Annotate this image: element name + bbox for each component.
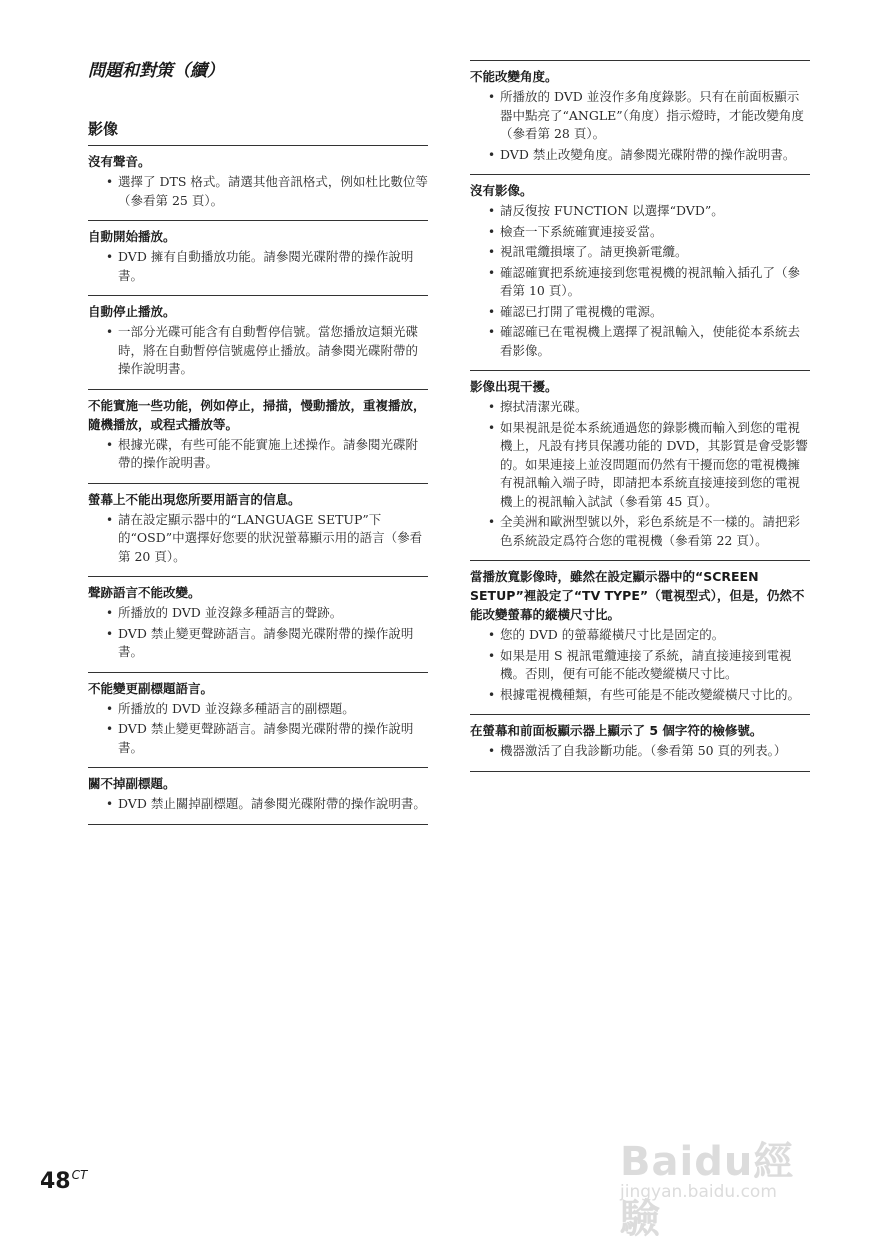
- trouble-entry: [470, 370, 810, 560]
- trouble-entry: [470, 714, 810, 772]
- remedy-list: [470, 88, 810, 164]
- remedy-list: [88, 436, 428, 473]
- remedy-item: • 根據光碟，有些可能不能實施上述操作。請參閱光碟附帶的操作說明書。: [106, 436, 428, 473]
- remedy-item: • DVD 擁有自動播放功能。請參閱光碟附帶的操作說明書。: [106, 248, 428, 285]
- symptom-heading: 不能實施一些功能，例如停止，掃描，慢動播放，重複播放，隨機播放，或程式播放等。: [88, 397, 426, 432]
- right-column: [470, 60, 810, 772]
- trouble-entry: [88, 767, 428, 825]
- symptom-heading: 螢幕上不能出現您所要用語言的信息。: [88, 491, 301, 507]
- symptom-heading: 不能改變角度。: [470, 69, 558, 84]
- remedy-item: • 如果視訊是從本系統通過您的錄影機而輸入到您的電視機上，凡設有拷貝保護功能的 DVD，其影質是會受影響的。如果連接上並沒問題而仍然有干擾而您的電視機擁有視訊輸入端子時，即請把本系統直接連接到您的電視機上的視訊輸入試試（參看第 45 頁）。: [488, 419, 810, 512]
- remedy-list: [88, 323, 428, 379]
- trouble-entry: [88, 576, 428, 672]
- trouble-entry: [470, 60, 810, 174]
- remedy-item: • 確認已打開了電視機的電源。: [488, 303, 810, 322]
- remedy-item: • 視訊電纜損壞了。請更換新電纜。: [488, 243, 810, 262]
- remedy-item: • 請反復按 FUNCTION 以選擇“DVD”。: [488, 202, 810, 221]
- symptom-heading: 自動開始播放。: [88, 229, 176, 244]
- watermark-logo: Baidu經驗: [620, 1139, 795, 1242]
- remedy-item: • 如果是用 S 視訊電纜連接了系統，請直接連接到電視機。否則，便有可能不能改變縱橫尺寸比。: [488, 647, 810, 684]
- trouble-entry: [88, 220, 428, 295]
- left-column: [88, 145, 428, 825]
- remedy-item: • 根據電視機種類，有些可能是不能改變縱橫尺寸比的。: [488, 686, 810, 705]
- watermark: [620, 1110, 820, 1242]
- remedy-list: [88, 511, 428, 567]
- remedy-item: • 確認確實把系統連接到您電視機的視訊輸入插孔了（參看第 10 頁）。: [488, 264, 810, 301]
- symptom-heading: 聲跡語言不能改變。: [88, 585, 201, 600]
- remedy-item: • 您的 DVD 的螢幕縱橫尺寸比是固定的。: [488, 626, 810, 645]
- remedy-list: [470, 202, 810, 360]
- remedy-item: • 選擇了 DTS 格式。請選其他音訊格式，例如杜比數位等（參看第 25 頁）。: [106, 173, 428, 210]
- remedy-item: • DVD 禁止改變角度。請參閱光碟附帶的操作說明書。: [488, 146, 810, 165]
- remedy-list: [88, 173, 428, 210]
- symptom-heading: 當播放寬影像時，雖然在設定顯示器中的“SCREEN SETUP”裡設定了“TV TYPE”（電視型式），但是，仍然不能改變螢幕的縱橫尺寸比。: [470, 569, 805, 622]
- remedy-list: [470, 742, 810, 761]
- page-suffix: CT: [71, 1168, 88, 1182]
- section-heading: 影像: [88, 120, 119, 138]
- trouble-entry: [88, 145, 428, 220]
- remedy-list: [88, 248, 428, 285]
- remedy-item: • 所播放的 DVD 並沒作多角度錄影。只有在前面板顯示器中點亮了“ANGLE”（角度）指示燈時，才能改變角度（參看第 28 頁）。: [488, 88, 810, 144]
- page-number: $48^{CT}$: [40, 1168, 88, 1194]
- remedy-item: • 機器激活了自我診斷功能。（參看第 50 頁的列表。）: [488, 742, 810, 761]
- symptom-heading: 關不掉副標題。: [88, 776, 176, 791]
- remedy-list: [88, 795, 428, 814]
- trouble-entry: [470, 560, 810, 714]
- remedy-item: • 全美洲和歐洲型號以外，彩色系統是不一樣的。請把彩色系統設定爲符合您的電視機（參看第 22 頁）。: [488, 513, 810, 550]
- symptom-heading: 沒有聲音。: [88, 154, 151, 169]
- remedy-list: [470, 398, 810, 550]
- remedy-item: • 所播放的 DVD 並沒錄多種語言的副標題。: [106, 700, 428, 719]
- symptom-heading: 在螢幕和前面板顯示器上顯示了 5 個字符的檢修號。: [470, 723, 763, 738]
- remedy-item: • 檢查一下系統確實連接妥當。: [488, 223, 810, 242]
- remedy-list: [470, 626, 810, 704]
- remedy-list: [88, 604, 428, 662]
- page-title: 問題和對策（續）: [88, 61, 224, 81]
- remedy-list: [88, 700, 428, 758]
- remedy-item: • 請在設定顯示器中的“LANGUAGE SETUP”下的“OSD”中選擇好您要的狀況螢幕顯示用的語言（參看第 20 頁）。: [106, 511, 428, 567]
- trouble-entry: [88, 483, 428, 577]
- watermark-url: jingyan.baidu.com: [620, 1182, 777, 1202]
- remedy-item: • 一部分光碟可能含有自動暫停信號。當您播放這類光碟時，將在自動暫停信號處停止播放。請參閱光碟附帶的操作說明書。: [106, 323, 428, 379]
- remedy-item: • DVD 禁止變更聲跡語言。請參閱光碟附帶的操作說明書。: [106, 720, 428, 757]
- trouble-entry: [470, 174, 810, 370]
- trouble-entry: [88, 295, 428, 389]
- symptom-heading: 自動停止播放。: [88, 304, 176, 319]
- remedy-item: • DVD 禁止變更聲跡語言。請參閱光碟附帶的操作說明書。: [106, 625, 428, 662]
- trouble-entry: [88, 672, 428, 768]
- remedy-item: • 所播放的 DVD 並沒錄多種語言的聲跡。: [106, 604, 428, 623]
- remedy-item: • DVD 禁止關掉副標題。請參閱光碟附帶的操作說明書。: [106, 795, 428, 814]
- remedy-item: • 擦拭清潔光碟。: [488, 398, 810, 417]
- remedy-item: • 確認確已在電視機上選擇了視訊輸入，使能從本系統去看影像。: [488, 323, 810, 360]
- symptom-heading: 影像出現干擾。: [470, 379, 558, 394]
- trouble-entry: [88, 389, 428, 483]
- symptom-heading: 不能變更副標題語言。: [88, 680, 214, 696]
- symptom-heading: 沒有影像。: [470, 183, 533, 198]
